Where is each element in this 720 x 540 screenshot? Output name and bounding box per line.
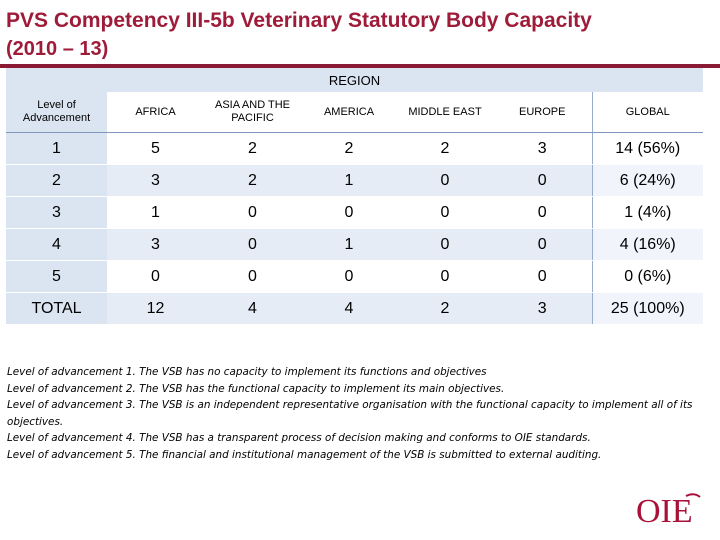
level-label: Level of advancement 1. bbox=[7, 366, 136, 378]
table-cell: 0 bbox=[493, 229, 592, 261]
table-cell: 1 bbox=[107, 197, 204, 229]
table-cell: 0 bbox=[204, 197, 301, 229]
column-header: AMERICA bbox=[301, 92, 397, 133]
table-cell: 0 bbox=[301, 197, 397, 229]
table-row bbox=[6, 197, 703, 229]
table-cell: 5 bbox=[6, 261, 107, 293]
table-cell: 0 bbox=[397, 197, 493, 229]
title-line-1: PVS Competency III-5b Veterinary Statutory Body Capacity bbox=[6, 9, 592, 32]
table-cell: 2 bbox=[6, 165, 107, 197]
level-label: Level of advancement 2. bbox=[7, 382, 136, 395]
table-cell: 0 bbox=[204, 261, 301, 293]
table-cell: 4 bbox=[6, 229, 107, 261]
table-cell: 3 bbox=[493, 293, 592, 325]
level-definition bbox=[7, 364, 712, 381]
level-label: Level of advancement 4. bbox=[7, 432, 136, 445]
table-row bbox=[6, 261, 703, 293]
table-cell: TOTAL bbox=[6, 293, 107, 325]
region-header-row bbox=[6, 68, 703, 92]
column-header: MIDDLE EAST bbox=[397, 92, 493, 133]
table-cell: 2 bbox=[204, 133, 301, 165]
table-cell: 2 bbox=[204, 165, 301, 197]
table-cell: 14 (56%) bbox=[592, 133, 703, 165]
table-cell: 3 bbox=[107, 165, 204, 197]
table-cell: 3 bbox=[493, 133, 592, 165]
table-cell: 1 bbox=[6, 133, 107, 165]
column-header-row bbox=[6, 92, 703, 133]
table-cell: 0 bbox=[397, 165, 493, 197]
table-cell: 2 bbox=[397, 293, 493, 325]
level-definitions bbox=[7, 364, 712, 464]
table-cell: 1 bbox=[301, 229, 397, 261]
level-definition bbox=[7, 397, 712, 430]
table-cell: 25 (100%) bbox=[592, 293, 703, 325]
table-total-row bbox=[6, 293, 703, 325]
table-cell: 0 bbox=[493, 197, 592, 229]
table-row bbox=[6, 165, 703, 197]
column-header: AFRICA bbox=[107, 92, 204, 133]
table-cell: 0 bbox=[107, 261, 204, 293]
level-text: The financial and institutional management of the VSB is submitted to external auditing. bbox=[135, 448, 602, 461]
table-cell: 6 (24%) bbox=[592, 165, 703, 197]
level-definition bbox=[7, 381, 712, 398]
table-cell: 3 bbox=[6, 197, 107, 229]
table-cell: 2 bbox=[397, 133, 493, 165]
table-cell: 3 bbox=[107, 229, 204, 261]
level-label: Level of advancement 5. bbox=[7, 448, 136, 461]
slide-title bbox=[6, 8, 592, 61]
logo-text: OIE bbox=[636, 493, 693, 530]
level-label: Level of advancement 3. bbox=[7, 399, 136, 412]
table-cell: 1 bbox=[301, 165, 397, 197]
table-row bbox=[6, 229, 703, 261]
table-cell: 4 (16%) bbox=[592, 229, 703, 261]
table-cell: 0 bbox=[397, 229, 493, 261]
table-row bbox=[6, 133, 703, 165]
region-label: REGION bbox=[6, 68, 703, 92]
table-cell: 4 bbox=[204, 293, 301, 325]
table-cell: 4 bbox=[301, 293, 397, 325]
table-cell: 0 (6%) bbox=[592, 261, 703, 293]
column-header: Level of Advancement bbox=[6, 92, 107, 133]
table-cell: 1 (4%) bbox=[592, 197, 703, 229]
table-cell: 2 bbox=[301, 133, 397, 165]
table-cell: 0 bbox=[493, 165, 592, 197]
title-line-2: (2010 – 13) bbox=[6, 38, 109, 61]
oie-logo-icon bbox=[634, 488, 718, 530]
table-cell: 12 bbox=[107, 293, 204, 325]
table-cell: 5 bbox=[107, 133, 204, 165]
level-definition bbox=[7, 430, 712, 447]
table-cell: 0 bbox=[301, 261, 397, 293]
table-cell: 0 bbox=[397, 261, 493, 293]
table-cell: 0 bbox=[493, 261, 592, 293]
level-text: The VSB has a transparent process of decision making and conforms to OIE standards. bbox=[135, 432, 591, 445]
column-header: EUROPE bbox=[493, 92, 592, 133]
column-header: GLOBAL bbox=[592, 92, 703, 133]
level-text: The VSB has the functional capacity to implement its main objectives. bbox=[135, 382, 505, 395]
column-header: ASIA AND THE PACIFIC bbox=[204, 92, 301, 133]
table-cell: 0 bbox=[204, 229, 301, 261]
vsb-capacity-table bbox=[6, 68, 703, 325]
level-definition bbox=[7, 447, 712, 464]
level-text: The VSB has no capacity to implement its functions and objectives bbox=[135, 366, 487, 378]
level-text: The VSB is an independent representative organisation with the functional capacity to implement all of its objectives. bbox=[7, 399, 693, 428]
